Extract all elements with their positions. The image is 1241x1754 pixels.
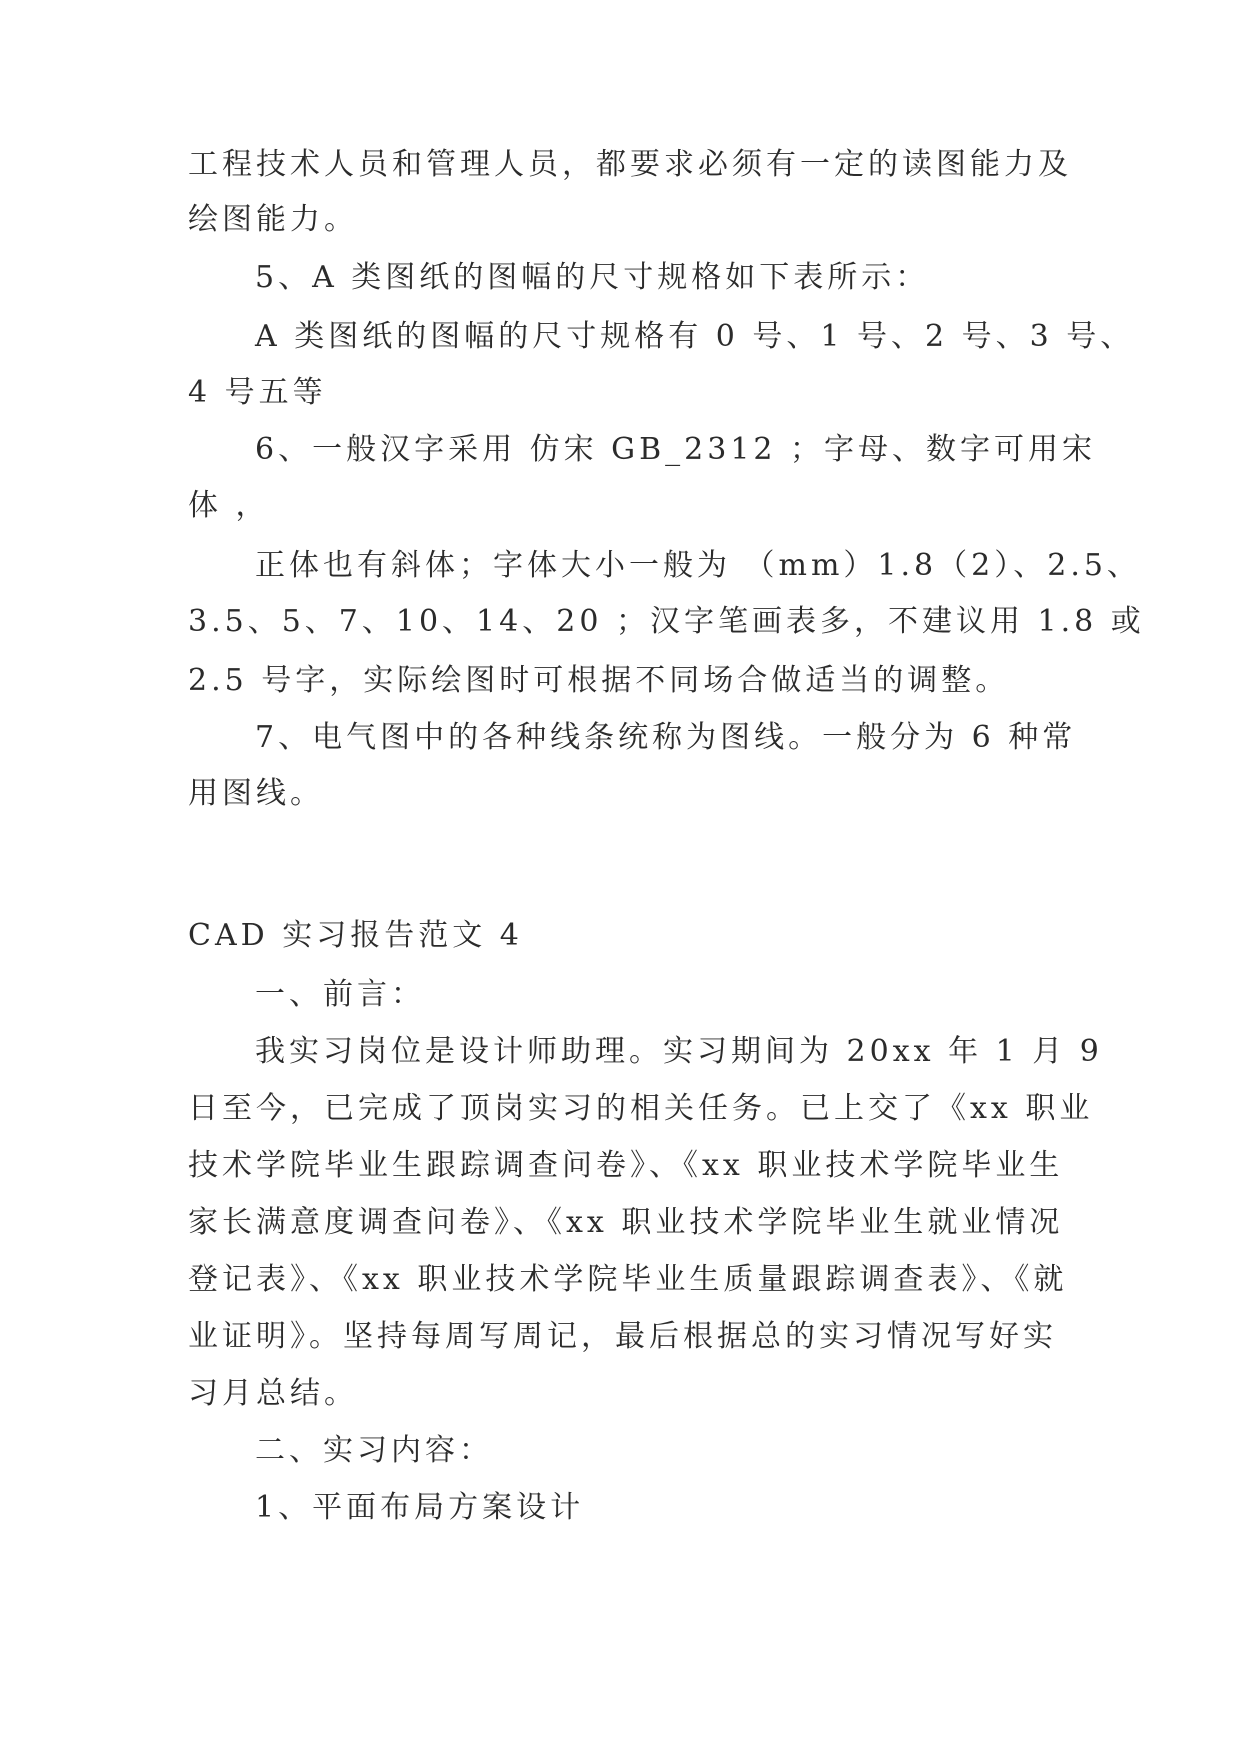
paragraph-line: 我实习岗位是设计师助理。实习期间为 20xx 年 1 月 9 [255, 1034, 1103, 1069]
paragraph-line: 日至今，已完成了顶岗实习的相关任务。已上交了《xx 职业 [188, 1091, 1094, 1126]
paragraph-line: A 类图纸的图幅的尺寸规格有 0 号、1 号、2 号、3 号、 [255, 319, 1135, 354]
paragraph-line: 技术学院毕业生跟踪调查问卷》、《xx 职业技术学院毕业生 [188, 1148, 1064, 1183]
paragraph-line: 业证明》。坚持每周写周记，最后根据总的实习情况写好实 [188, 1319, 1057, 1354]
paragraph-line: 登记表》、《xx 职业技术学院毕业生质量跟踪调查表》、《就 [188, 1262, 1068, 1297]
list-item-1: 1、平面布局方案设计 [255, 1490, 585, 1525]
paragraph-line: 习月总结。 [188, 1376, 358, 1411]
list-item-6: 6、一般汉字采用 仿宋 GB_2312 ；字母、数字可用宋 [255, 432, 1097, 467]
section-heading-content: 二、实习内容： [255, 1433, 493, 1468]
paragraph-line: 体 ， [188, 488, 270, 523]
paragraph-line: 绘图能力。 [188, 202, 358, 237]
paragraph-line: 正体也有斜体；字体大小一般为 （mm）1.8（2）、2.5、 [255, 548, 1141, 583]
list-item-5: 5、A 类图纸的图幅的尺寸规格如下表所示： [255, 260, 930, 295]
paragraph-line: 3.5、5、7、10、14、20 ；汉字笔画表多，不建议用 1.8 或 [188, 604, 1145, 639]
paragraph-line: 工程技术人员和管理人员，都要求必须有一定的读图能力及 [188, 147, 1072, 182]
paragraph-line: 家长满意度调查问卷》、《xx 职业技术学院毕业生就业情况 [188, 1205, 1064, 1240]
paragraph-line: 2.5 号字，实际绘图时可根据不同场合做适当的调整。 [188, 663, 1010, 698]
section-title: CAD 实习报告范文 4 [188, 918, 523, 953]
section-heading-preface: 一、前言： [255, 977, 425, 1012]
list-item-7: 7、电气图中的各种线条统称为图线。一般分为 6 种常 [255, 720, 1077, 755]
paragraph-line: 用图线。 [188, 776, 324, 811]
paragraph-line: 4 号五等 [188, 375, 327, 410]
